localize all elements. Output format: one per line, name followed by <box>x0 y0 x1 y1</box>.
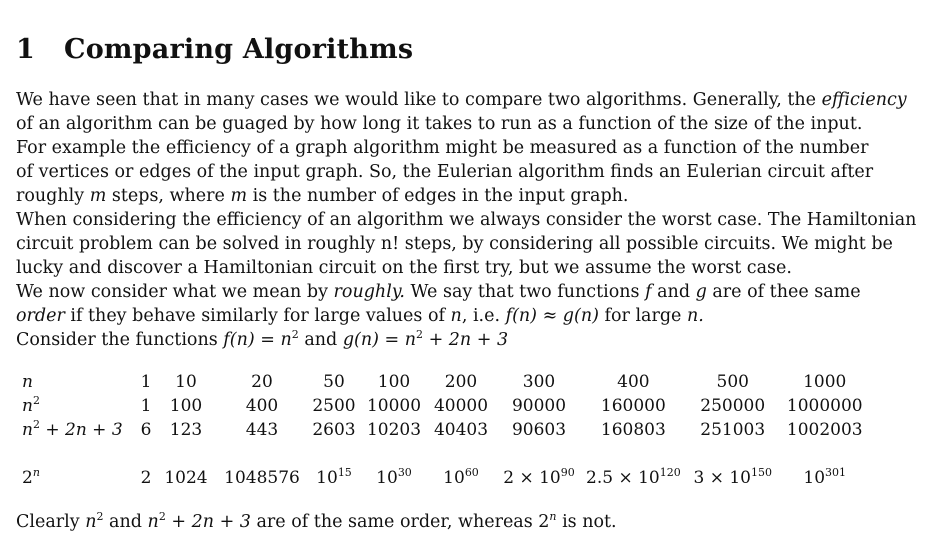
row-label <box>16 418 134 442</box>
math-base: 2 <box>538 512 550 532</box>
table-cell: 1002003 <box>786 420 863 440</box>
power-base: 2 × 10 <box>503 468 561 488</box>
table-cell: 10000 <box>366 396 422 416</box>
power-exponent: 301 <box>825 466 847 479</box>
power-exponent: 120 <box>659 466 681 479</box>
table-cell: 40403 <box>433 420 489 440</box>
table-cell <box>430 466 492 490</box>
text-run: steps, where <box>106 186 231 206</box>
table-cell: 40000 <box>433 396 489 416</box>
table-cell: 2 <box>140 468 152 488</box>
table-cell: 20 <box>251 372 273 392</box>
text-run: , i.e. <box>461 306 506 326</box>
text-line: of vertices or edges of the input graph. So, the Eulerian algorithm finds an Eulerian circuit after <box>16 162 874 182</box>
math-var: n <box>85 512 97 532</box>
text-line <box>16 184 876 208</box>
text-run: for large <box>598 306 687 326</box>
table-cell: 300 <box>522 372 556 392</box>
table-cell: 90603 <box>511 420 567 440</box>
row-label: n <box>22 372 33 392</box>
table-cell: 10 <box>175 372 197 392</box>
table-cell: 90000 <box>511 396 567 416</box>
math-expression: + 2n + 3 <box>39 420 123 440</box>
text-run: We say that two functions <box>404 282 646 302</box>
table-row-2-pow-n <box>16 466 865 490</box>
table-cell: 50 <box>323 372 345 392</box>
math-exponent: 2 <box>416 328 423 341</box>
table-cell: 500 <box>716 372 749 392</box>
power-exponent: 15 <box>337 466 352 479</box>
emphasis-efficiency: efficiency <box>821 90 907 110</box>
text-run: We have seen that in many cases we would like to compare two algorithms. Generally, the <box>16 90 822 110</box>
row-label <box>16 394 134 418</box>
table-cell: 200 <box>444 372 478 392</box>
math-exponent: 2 <box>32 394 40 407</box>
math-exponent: 2 <box>158 510 166 523</box>
math-base: 2 <box>22 468 33 488</box>
power-exponent: 90 <box>560 466 575 479</box>
power-base: 10 <box>443 468 465 488</box>
text-line: When considering the efficiency of an algorithm we always consider the worst case. The Hamiltonian <box>16 210 917 230</box>
spacer-cell <box>16 442 865 466</box>
math-expression: f(n) ≈ g(n) <box>505 306 599 326</box>
table-cell: 100 <box>377 372 411 392</box>
table-row-n-squared <box>16 394 865 418</box>
math-exponent: n <box>32 466 40 479</box>
math-exponent: n <box>549 510 557 523</box>
table-spacer-row <box>16 442 865 466</box>
power-base: 3 × 10 <box>693 468 751 488</box>
table-cell: 100 <box>169 396 203 416</box>
power-base: 2.5 × 10 <box>586 468 660 488</box>
table-cell: 1 <box>140 372 152 392</box>
table-cell: 400 <box>245 396 279 416</box>
text-run: We now consider what we mean by <box>16 282 334 302</box>
table-cell: 250000 <box>700 396 766 416</box>
math-expression: + 2n + 3 <box>423 330 509 350</box>
table-cell: 6 <box>140 420 152 440</box>
table-cell <box>358 466 430 490</box>
closing-sentence <box>16 512 617 532</box>
table-cell: 1024 <box>164 468 208 488</box>
text-run: and <box>651 282 696 302</box>
table-cell <box>785 466 865 490</box>
table-cell: 160000 <box>600 396 666 416</box>
text-line <box>16 88 907 112</box>
text-line <box>16 280 876 304</box>
text-line: circuit problem can be solved in roughly n! steps, by considering all possible circuits. We might be <box>16 234 893 254</box>
math-expression: g(n) = n <box>342 330 416 350</box>
power-base: 10 <box>316 468 338 488</box>
math-var: g <box>695 282 707 302</box>
math-expression: + 2n + 3 <box>165 512 251 532</box>
text-run: Consider the functions <box>16 330 224 350</box>
math-exponent: 2 <box>291 328 299 341</box>
table-cell <box>492 466 586 490</box>
text-run: if they behave similarly for large values of <box>64 306 451 326</box>
table-cell: 400 <box>617 372 650 392</box>
table-cell <box>310 466 358 490</box>
section-number: 1 <box>16 34 35 65</box>
text-run: and <box>298 330 343 350</box>
table-cell: 1000000 <box>786 396 863 416</box>
math-exponent: 2 <box>96 510 104 523</box>
math-var: n <box>450 306 462 326</box>
table-cell: 160803 <box>600 420 666 440</box>
power-exponent: 30 <box>397 466 412 479</box>
table-cell: 2603 <box>312 420 356 440</box>
math-var: n <box>147 512 159 532</box>
text-run: Clearly <box>16 512 86 532</box>
math-exponent: 2 <box>32 418 40 431</box>
table-cell: 123 <box>169 420 203 440</box>
math-var: n. <box>686 306 704 326</box>
math-var: n <box>22 420 33 440</box>
power-base: 10 <box>803 468 826 488</box>
math-var: n <box>22 396 33 416</box>
table-cell: 1048576 <box>224 468 300 488</box>
text-line <box>16 328 876 352</box>
table-row-n-squared-plus <box>16 418 865 442</box>
body-paragraph <box>16 88 917 352</box>
text-run: roughly <box>16 186 90 206</box>
math-expression: f(n) = n <box>223 330 292 350</box>
table-cell: 1000 <box>803 372 847 392</box>
text-line: For example the efficiency of a graph algorithm might be measured as a function of the number <box>16 138 869 158</box>
table-cell: 1 <box>140 396 152 416</box>
table-cell: 2500 <box>312 396 356 416</box>
math-var: m <box>89 186 107 206</box>
math-var: f <box>645 282 652 302</box>
text-run: are of the same order, whereas <box>250 512 539 532</box>
table-cell <box>681 466 785 490</box>
section-heading <box>16 34 413 65</box>
section-title: Comparing Algorithms <box>64 34 414 65</box>
text-line: lucky and discover a Hamiltonian circuit on the first try, but we assume the worst case. <box>16 258 792 278</box>
emphasis-roughly: roughly. <box>333 282 405 302</box>
table-row-n <box>16 370 865 394</box>
math-var: m <box>230 186 248 206</box>
power-exponent: 60 <box>464 466 479 479</box>
text-line: of an algorithm can be guaged by how long it takes to run as a function of the size of the input. <box>16 114 863 134</box>
table-cell: 251003 <box>700 420 766 440</box>
text-run: is not. <box>556 512 617 532</box>
text-run: is the number of edges in the input graph. <box>247 186 629 206</box>
table-cell <box>586 466 681 490</box>
text-run: are of thee same <box>706 282 861 302</box>
power-base: 10 <box>376 468 398 488</box>
power-exponent: 150 <box>750 466 772 479</box>
text-run: and <box>103 512 148 532</box>
row-label <box>16 466 134 490</box>
table-cell: 10203 <box>366 420 422 440</box>
table-cell: 443 <box>245 420 279 440</box>
growth-table <box>16 370 865 490</box>
emphasis-order: order <box>16 306 65 326</box>
text-line <box>16 304 876 328</box>
